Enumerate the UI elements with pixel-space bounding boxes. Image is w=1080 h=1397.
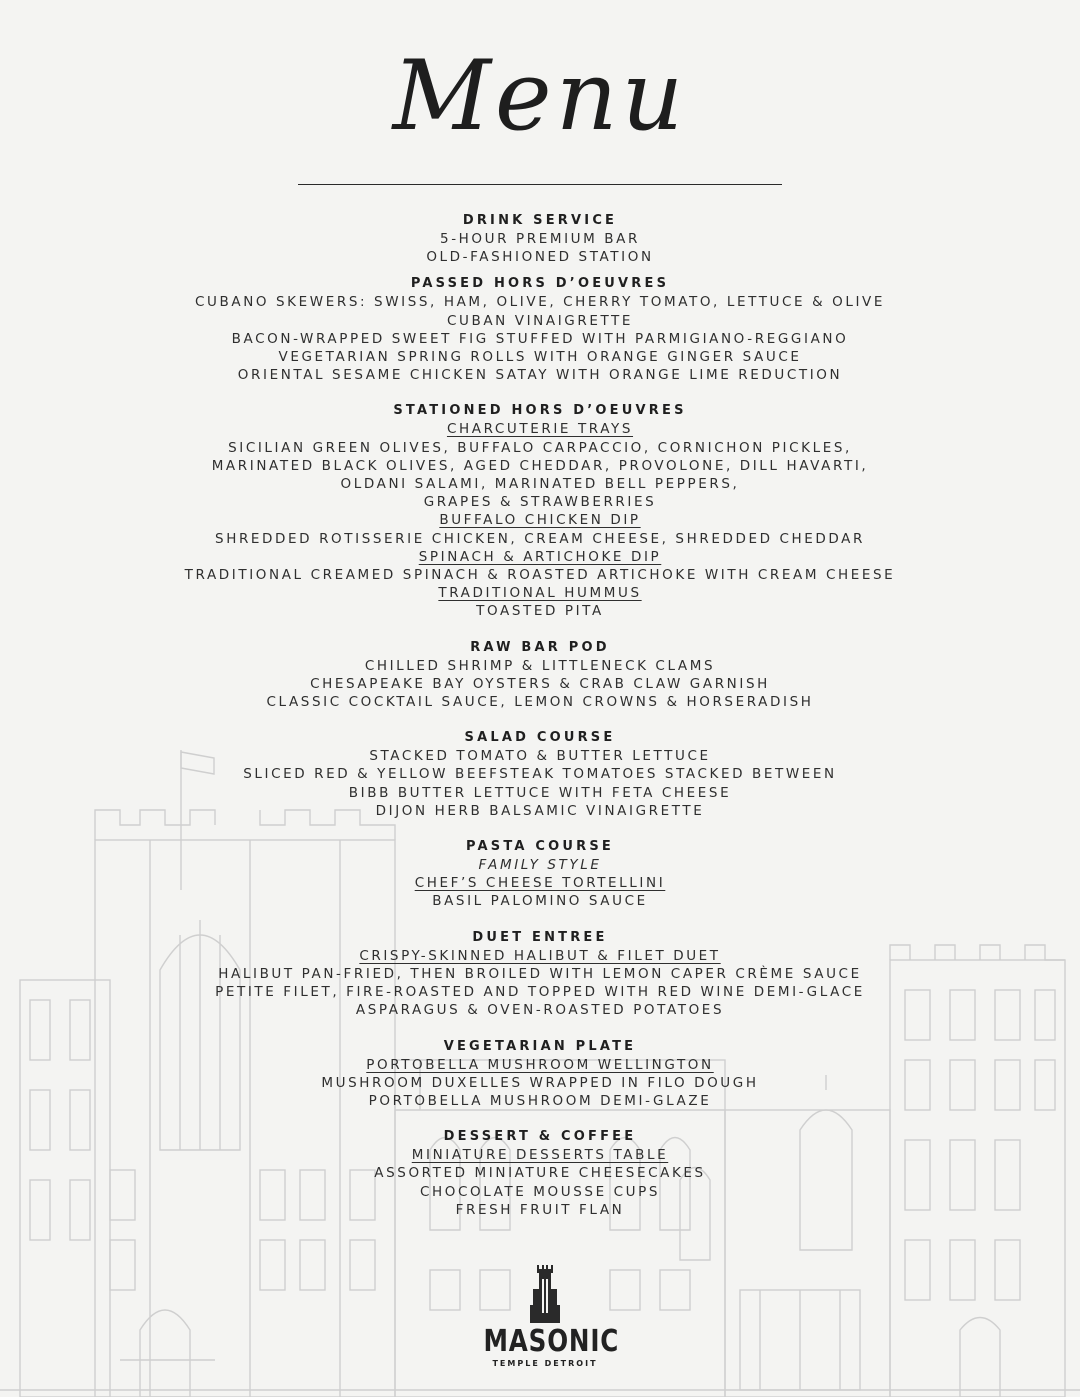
menu-section bbox=[0, 212, 1080, 266]
menu-item-title: BUFFALO CHICKEN DIP bbox=[439, 512, 641, 529]
menu-item-line: MUSHROOM DUXELLES WRAPPED IN FILO DOUGH bbox=[321, 1074, 759, 1091]
menu-item-line: 5-HOUR PREMIUM BAR bbox=[440, 231, 640, 247]
menu-item-line: FAMILY STYLE bbox=[478, 857, 602, 874]
menu-item-title: CRISPY-SKINNED HALIBUT & FILET DUET bbox=[359, 947, 721, 964]
menu-item-line: CUBANO SKEWERS: SWISS, HAM, OLIVE, CHERRY TOMATO, LETTUCE & OLIVE bbox=[194, 294, 885, 311]
menu-item-line: STACKED TOMATO & BUTTER LETTUCE bbox=[369, 748, 711, 765]
menu-item-title: SPINACH & ARTICHOKE DIP bbox=[418, 548, 662, 565]
menu-section bbox=[0, 1038, 1080, 1111]
menu-item-line: TRADITIONAL CREAMED SPINACH & ROASTED ARTICHOKE WITH CREAM CHEESE bbox=[184, 567, 896, 584]
menu-item-line: ORIENTAL SESAME CHICKEN SATAY WITH ORANGE LIME REDUCTION bbox=[237, 367, 843, 384]
menu-item-line: OLD-FASHIONED STATION bbox=[426, 249, 654, 266]
menu-item-line: CUBAN VINAIGRETTE bbox=[446, 312, 634, 329]
menu-section bbox=[0, 729, 1080, 820]
menu-sections bbox=[0, 212, 1080, 1219]
menu-section bbox=[0, 275, 1080, 384]
menu-item-line: SICILIAN GREEN OLIVES, BUFFALO CARPACCIO, CORNICHON PICKLES, bbox=[228, 439, 852, 456]
menu-item-line: TOASTED PITA bbox=[476, 603, 604, 620]
section-heading: SALAD COURSE bbox=[464, 730, 616, 746]
section-heading: PASTA COURSE bbox=[465, 839, 614, 855]
menu-item-line: CHESAPEAKE BAY OYSTERS & CRAB CLAW GARNISH bbox=[310, 675, 770, 692]
menu-item-line: FRESH FRUIT FLAN bbox=[455, 1201, 625, 1218]
section-heading: PASSED HORS D’OEUVRES bbox=[410, 276, 670, 292]
menu-title: Menu bbox=[392, 40, 688, 152]
menu-section bbox=[0, 929, 1080, 1020]
section-heading: RAW BAR POD bbox=[470, 639, 610, 655]
menu-item-line: PORTOBELLA MUSHROOM DEMI-GLAZE bbox=[368, 1092, 712, 1109]
menu-section bbox=[0, 838, 1080, 911]
menu-item-line: DIJON HERB BALSAMIC VINAIGRETTE bbox=[375, 802, 705, 819]
menu-section bbox=[0, 402, 1080, 620]
menu-item-line: ASPARAGUS & OVEN-ROASTED POTATOES bbox=[355, 1002, 725, 1019]
menu-item-title: PORTOBELLA MUSHROOM WELLINGTON bbox=[366, 1056, 714, 1073]
menu-item-line: ASSORTED MINIATURE CHEESECAKES bbox=[374, 1165, 706, 1182]
tower-logo-icon bbox=[530, 1265, 560, 1323]
section-heading: DUET ENTREE bbox=[472, 929, 608, 945]
menu-item-line: BIBB BUTTER LETTUCE WITH FETA CHEESE bbox=[348, 784, 732, 801]
menu-item-line: GRAPES & STRAWBERRIES bbox=[423, 494, 657, 511]
menu-item-title: CHEF’S CHEESE TORTELLINI bbox=[414, 875, 666, 892]
menu-item-title: MINIATURE DESSERTS TABLE bbox=[411, 1147, 669, 1164]
menu-item-line: CHILLED SHRIMP & LITTLENECK CLAMS bbox=[364, 657, 716, 674]
section-heading: DESSERT & COFFEE bbox=[443, 1129, 637, 1145]
menu-item-line: CHOCOLATE MOUSSE CUPS bbox=[419, 1183, 661, 1200]
menu-item-title: CHARCUTERIE TRAYS bbox=[446, 421, 634, 438]
menu-item-line: PETITE FILET, FIRE-ROASTED AND TOPPED WITH RED WINE DEMI-GLACE bbox=[215, 984, 865, 1001]
logo-subtitle: TEMPLE DETROIT bbox=[492, 1359, 598, 1368]
section-heading: DRINK SERVICE bbox=[462, 213, 618, 228]
menu-item-line: OLDANI SALAMI, MARINATED BELL PEPPERS, bbox=[340, 476, 740, 493]
menu-item-line: SLICED RED & YELLOW BEEFSTEAK TOMATOES STACKED BETWEEN bbox=[243, 766, 837, 783]
section-heading: VEGETARIAN PLATE bbox=[443, 1038, 637, 1054]
title-divider bbox=[298, 184, 782, 185]
menu-section bbox=[0, 639, 1080, 712]
menu-section bbox=[0, 1128, 1080, 1219]
menu-item-title: TRADITIONAL HUMMUS bbox=[438, 585, 642, 602]
menu-item-line: VEGETARIAN SPRING ROLLS WITH ORANGE GINGER SAUCE bbox=[278, 349, 802, 366]
menu-item-line: HALIBUT PAN-FRIED, THEN BROILED WITH LEMON CAPER CRÈME SAUCE bbox=[218, 965, 862, 982]
menu-item-line: BACON-WRAPPED SWEET FIG STUFFED WITH PARMIGIANO-REGGIANO bbox=[231, 330, 849, 347]
logo-name: MASONIC bbox=[483, 1324, 620, 1359]
menu-item-line: BASIL PALOMINO SAUCE bbox=[432, 893, 648, 910]
menu-item-line: SHREDDED ROTISSERIE CHICKEN, CREAM CHEESE, SHREDDED CHEDDAR bbox=[215, 530, 865, 547]
masonic-logo bbox=[470, 1265, 620, 1383]
menu-item-line: CLASSIC COCKTAIL SAUCE, LEMON CROWNS & HORSERADISH bbox=[266, 694, 814, 711]
menu-item-line: MARINATED BLACK OLIVES, AGED CHEDDAR, PROVOLONE, DILL HAVARTI, bbox=[211, 457, 869, 474]
section-heading: STATIONED HORS D’OEUVRES bbox=[393, 403, 687, 419]
